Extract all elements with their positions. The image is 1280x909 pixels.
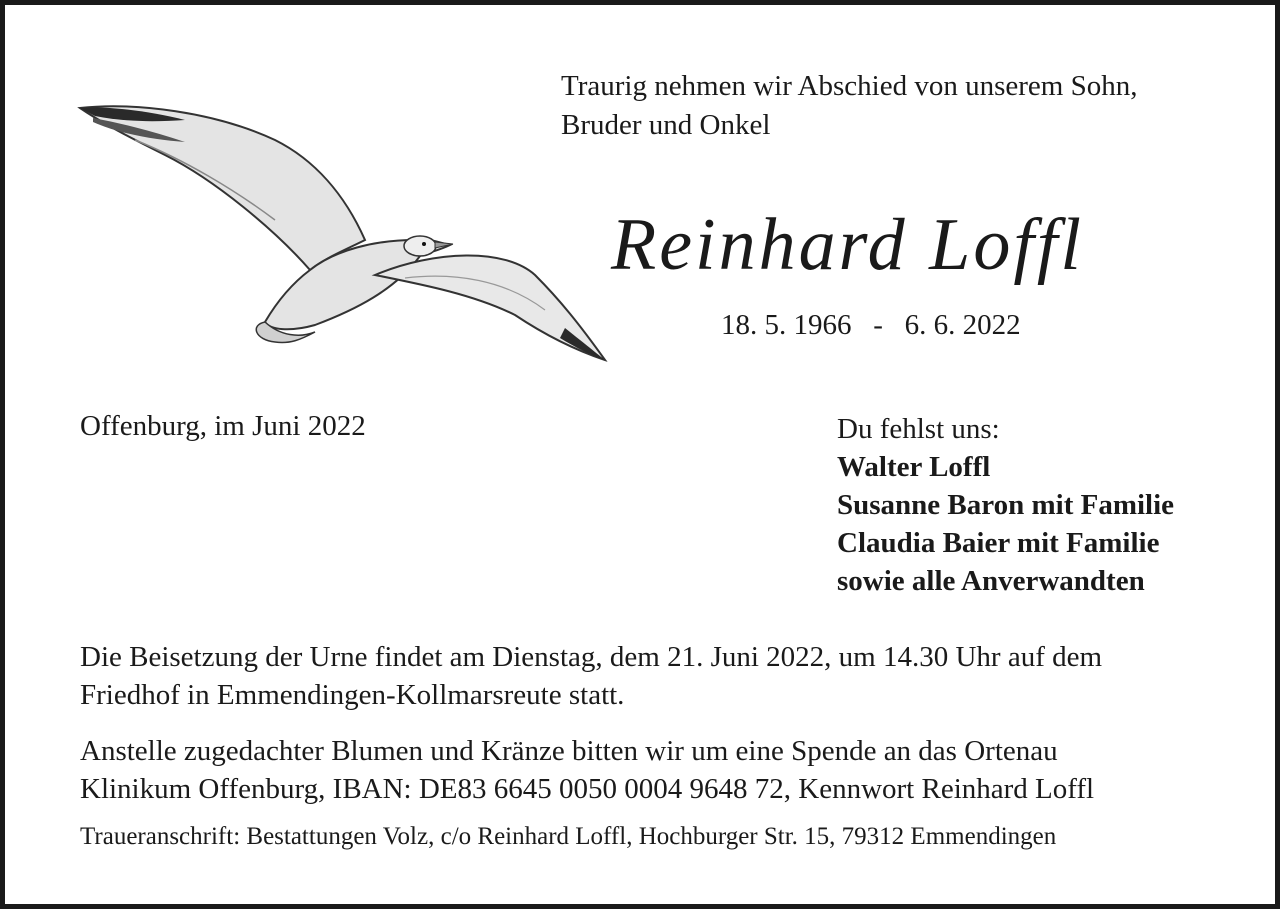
mourning-address: Traueranschrift: Bestattungen Volz, c/o Reinhard Loffl, Hochburger Str. 15, 79312 Emmendingen	[80, 823, 1057, 850]
place-date: Offenburg, im Juni 2022	[80, 410, 366, 442]
seagull-icon	[75, 100, 615, 370]
mourners-list	[837, 410, 1174, 600]
funeral-line-2: Friedhof in Emmendingen-Kollmarsreute statt.	[80, 679, 625, 711]
intro-text	[561, 67, 1137, 145]
mourner-name: Claudia Baier mit Familie	[837, 527, 1160, 559]
deceased-name: Reinhard Loffl	[611, 204, 1084, 286]
funeral-line-1: Die Beisetzung der Urne findet am Dienstag, dem 21. Juni 2022, um 14.30 Uhr auf dem	[80, 641, 1103, 673]
mourner-name: Walter Loffl	[837, 451, 991, 483]
intro-line-2: Bruder und Onkel	[561, 109, 771, 141]
intro-line-1: Traurig nehmen wir Abschied von unserem Sohn,	[561, 70, 1138, 102]
mourners-heading: Du fehlst uns:	[837, 413, 1000, 445]
donation-line-2: Klinikum Offenburg, IBAN: DE83 6645 0050 0004 9648 72, Kennwort Reinhard Loffl	[80, 773, 1095, 805]
donation-info	[80, 732, 1210, 808]
mourner-name: Susanne Baron mit Familie	[837, 489, 1175, 521]
mourner-name: sowie alle Anverwandten	[837, 565, 1145, 597]
funeral-info	[80, 638, 1210, 714]
donation-line-1: Anstelle zugedachter Blumen und Kränze bitten wir um eine Spende an das Ortenau	[80, 735, 1058, 767]
life-dates: 18. 5. 1966 - 6. 6. 2022	[721, 309, 1021, 341]
